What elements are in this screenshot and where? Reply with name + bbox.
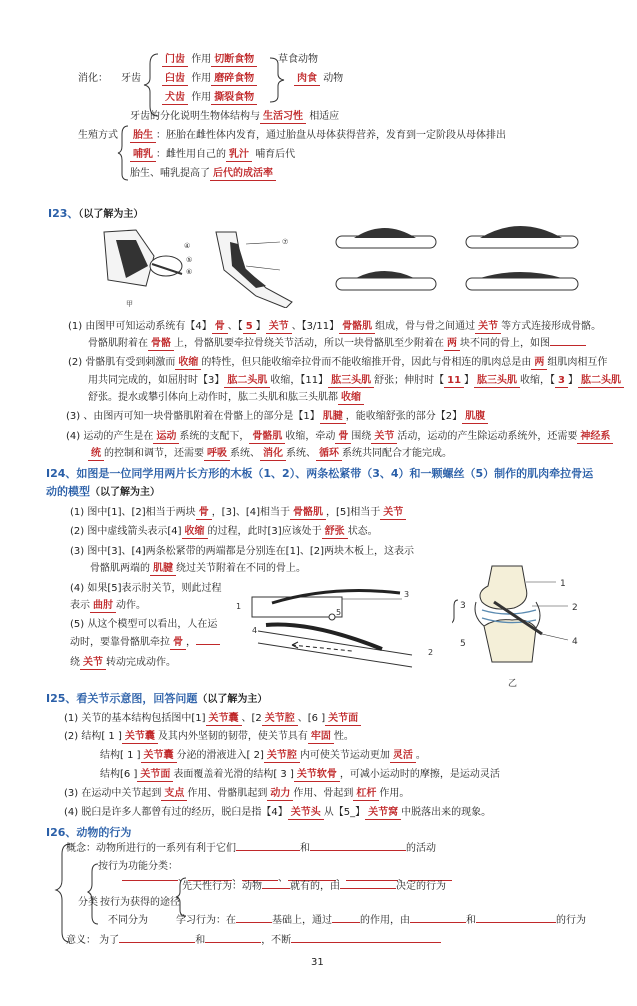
model-label-4: 4 <box>252 626 258 635</box>
model-label-1: 1 <box>236 602 242 611</box>
repro-row-2: 哺乳 ：雌性用自己的 乳汁 哺育后代 <box>130 148 295 162</box>
s124-q4b: 表示 曲肘 动作。 <box>70 600 146 611</box>
teeth-label: 牙齿 <box>121 73 141 84</box>
repro-label: 生殖方式 <box>78 130 118 141</box>
s126-title: I26、动物的行为 <box>46 826 132 839</box>
s126-innate: 先天性行为：动物 就有的，由 决定的行为 <box>182 881 446 892</box>
s124-q5: (5) 从这个模型可以看出，人在运 <box>70 619 218 630</box>
s123-title: I23、（以了解为主） <box>48 207 144 220</box>
repro-row-1: 胎生 ：胚胎在雌性体内发育，通过胎盘从母体获得营养，发育到一定阶段从母体排出 <box>130 129 506 143</box>
s123-q1b: 骨骼肌附着在 骨骼 上，骨骼肌要牵拉骨绕关节活动，所以一块骨骼肌至少附着在 两 块不同的骨上，如图 <box>88 337 586 351</box>
fig-label-5: ⑤ <box>186 256 193 264</box>
s124-q3b: 骨骼肌两端的 肌腱 绕过关节附着在不同的骨上。 <box>90 563 306 574</box>
s123-q2: (2) 骨骼肌有受到刺激而 收缩 的特性，但只能收缩牵拉骨而不能收缩推开骨，因此与骨相连的肌肉总是由 两 组肌肉相互作 <box>68 357 608 368</box>
s124-q4: (4) 如果[5]表示肘关节，则此过程 <box>70 583 222 594</box>
s123-q2b: 用共同完成的，如屈肘时【3】 肱二头肌 收缩，【11】 肱三头肌 舒张；伸肘时【 11 】 肱三头肌 收缩，【 3 】 肱二头肌 <box>88 374 624 388</box>
s124-q3: (3) 图中[3]、[4]两条松紧带的两端都是分别连在[1]、[2]两块木板上，这表示 <box>70 546 415 557</box>
model-label-5: 5 <box>336 608 342 617</box>
s126-learn: 学习行为：在 基础上，通过 的作用，由 和 的行为 <box>176 915 586 926</box>
s123-q1: (1) 由图甲可知运动系统有【4】 骨 、【 5 】 关节 、【3/11】 骨骼肌 组成，骨与骨之间通过 关节 等方式连接形成骨骼。 <box>68 321 602 332</box>
joint-label-2: 2 <box>572 603 578 613</box>
fig-label-4: ④ <box>184 242 191 250</box>
joint-figure <box>452 562 602 690</box>
joint-label-1: 1 <box>560 579 566 589</box>
digest-label: 消化： <box>78 73 108 84</box>
adapt-sentence: 牙齿的分化说明生物体结构与 生活习性 相适应 <box>130 111 340 122</box>
joint-caption: 乙 <box>508 679 518 689</box>
s126-func-label: 按行为功能分类： <box>98 861 178 872</box>
s123-q4b: 统 的控制和调节，还需要 呼吸 系统、 消化 系统、 循环 系统共同配合才能完成。 <box>88 447 452 461</box>
s125-q1: (1) 关节的基本结构包括图中[1] 关节囊 、[2 关节腔 、[6 ] 关节面 <box>64 712 361 726</box>
model-label-2: 2 <box>428 648 434 657</box>
model-label-3: 3 <box>404 590 410 599</box>
fig-caption: 甲 <box>126 300 133 308</box>
s126-meaning: 意义： 为了 和 ，不断 <box>66 934 441 947</box>
tooth-row-molar: 臼齿 作用 磨碎食物 <box>162 72 257 86</box>
s124-q5b: 动时，要靠骨骼肌牵拉 骨 ， <box>70 636 220 650</box>
s125-q4: (4) 脱臼是许多人都曾有过的经历，脱臼是指【4】 关节头 从【5_】 关节窝 中脱落出来的现象。 <box>64 807 492 818</box>
s123-q3: (3) 、由图丙可知一块骨骼肌附着在骨骼上的部分是【1】 肌腱 ，能收缩舒张的部分【2】 肌腹 <box>66 410 488 424</box>
page-number: 31 <box>311 957 324 968</box>
s125-title: I25、看关节示意图，回答问题（以了解为主） <box>46 692 268 705</box>
joint-label-3: 3 <box>460 601 466 611</box>
joint-label-4: 4 <box>572 637 578 647</box>
s124-q1: (1) 图中[1]、[2]相当于两块 骨 ，[3]、[4]相当于 骨骼肌 ，[5]相当于 关节 <box>70 506 406 520</box>
tooth-row-canine: 犬齿 作用 撕裂食物 <box>162 91 257 105</box>
s125-q2b: 结构[ 1 ] 关节囊 分泌的滑液进入[ 2] 关节腔 内可使关节运动更加 灵活 。 <box>100 750 426 761</box>
s126-concept: 概念：动物所进行的一系列有利于它们 和 的活动 <box>66 843 436 854</box>
s123-q2c: 舒张。提水或攀引体向上动作时，肱二头肌和肱三头肌都 收缩 <box>88 391 364 405</box>
s124-q2: (2) 图中虚线箭头表示[4] 收缩 的过程，此时[3]应该处于 舒张 状态。 <box>70 526 378 537</box>
model-figure <box>232 585 440 675</box>
s126-diff-label: 不同分为 <box>108 915 148 926</box>
fig-label-7: ⑦ <box>282 238 289 246</box>
repro-row-3: 胎生、哺乳提高了 后代的成活率 <box>130 167 276 181</box>
s125-q2c: 结构[6 ] 关节面 表面覆盖着光滑的结构[ 3 ] 关节软骨 ，可减小运动时的摩擦，是运动灵活 <box>100 769 500 780</box>
bone-muscle-figure <box>330 222 590 296</box>
joint-label-5: 5 <box>460 639 466 649</box>
s124-title-2: 动的模型（以了解为主） <box>46 485 160 498</box>
tooth-row-incisor: 门齿 作用 切断食物 <box>162 53 257 67</box>
s126-src-label: 按行为获得的途径 <box>100 897 180 908</box>
s125-q3: (3) 在运动中关节起到 支点 作用、骨骼肌起到 动力 作用、骨起到 杠杆 作用。 <box>64 788 410 799</box>
s124-q5c: 绕 关节 转动完成动作。 <box>70 657 176 668</box>
s125-q2: (2) 结构[ 1 ] 关节囊 及其内外坚韧的韧带，使关节具有 牢固 性。 <box>64 731 354 742</box>
s123-q4: (4) 运动的产生是在 运动 系统的支配下， 骨骼肌 收缩，牵动 骨 围绕 关节 活动，运动的产生除运动系统外，还需要 神经系 <box>66 430 613 444</box>
carnivore-text: 肉食 动物 <box>294 72 343 86</box>
fig-label-6: ⑥ <box>186 268 193 276</box>
s124-title: I24、如图是一位同学用两片长方形的木板（1、2）、两条松紧带（3、4）和一颗螺丝（5）制作的肌肉牵拉骨运 <box>46 467 594 480</box>
s126-func-blanks: 、 、 、 、 、 <box>122 872 452 885</box>
herbivore-text: 草食动物 <box>278 54 318 65</box>
s126-class-label: 分类 <box>78 897 98 908</box>
